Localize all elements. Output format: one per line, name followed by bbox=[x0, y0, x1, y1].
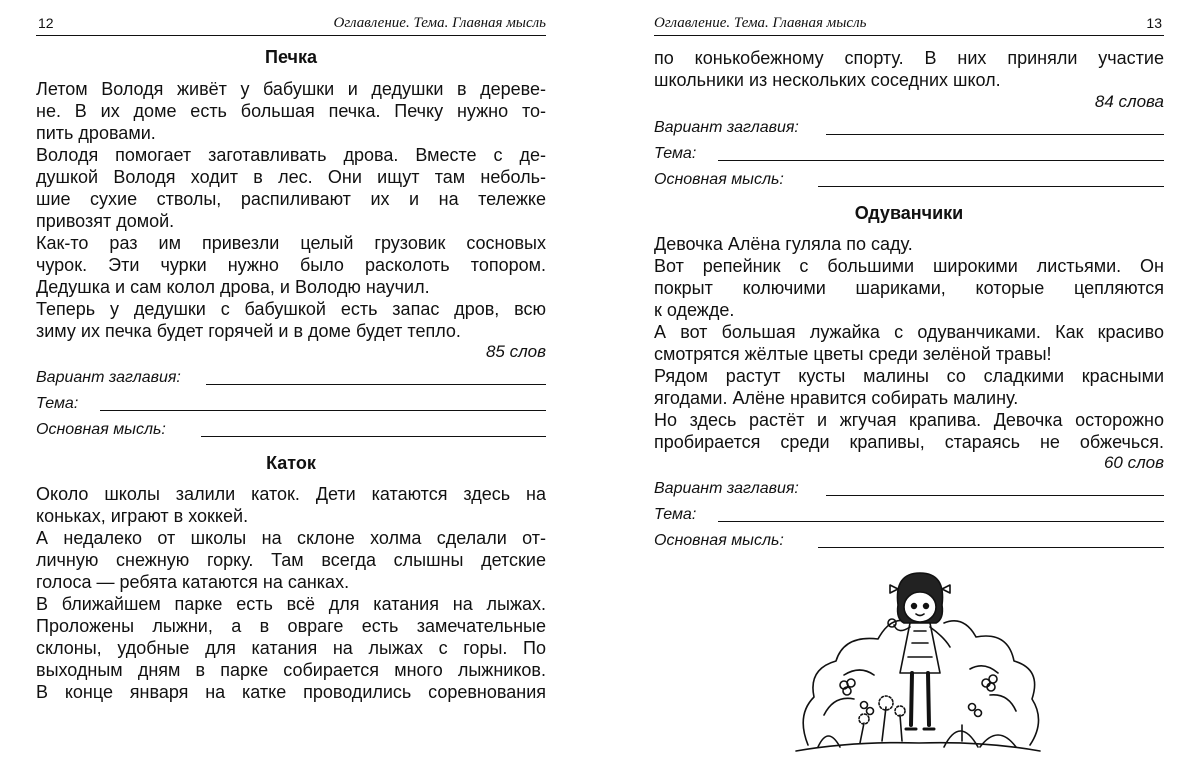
text-line: личную снежную горку. Там всегда слышны детские bbox=[36, 550, 546, 570]
text-line: склоны, удобные для катания на лыжах с горы. По bbox=[36, 638, 546, 658]
page-number: 12 bbox=[38, 15, 54, 31]
text-line: Проложены лыжни, а в овраге есть замечательные bbox=[36, 616, 546, 636]
text-line: душкой Володя ходит в лес. Они ищут там неболь- bbox=[36, 167, 546, 187]
title-variant-field[interactable] bbox=[654, 117, 1164, 139]
answer-line[interactable] bbox=[100, 410, 546, 411]
running-head-right bbox=[654, 13, 1164, 36]
running-title: Оглавление. Тема. Главная мысль bbox=[654, 15, 867, 31]
text-line: не. В их доме есть большая печка. Печку нужно то- bbox=[36, 101, 546, 121]
field-label: Тема: bbox=[654, 506, 697, 523]
field-label: Вариант заглавия: bbox=[654, 480, 799, 497]
main-idea-field[interactable] bbox=[654, 530, 1164, 552]
text-line: А недалеко от школы на склоне холма сделали от- bbox=[36, 528, 546, 548]
flower-cluster bbox=[840, 675, 997, 717]
field-label: Тема: bbox=[654, 145, 697, 162]
main-idea-field[interactable] bbox=[654, 169, 1164, 191]
text-line: шие сухие стволы, распиливают их и на тележке bbox=[36, 189, 546, 209]
theme-field[interactable] bbox=[654, 143, 1164, 165]
theme-field[interactable] bbox=[36, 393, 546, 415]
text-line: коньках, играют в хоккей. bbox=[36, 506, 249, 526]
text-line: привозят домой. bbox=[36, 211, 175, 231]
word-count: 60 слов bbox=[1103, 453, 1164, 472]
text-line: Рядом растут кусты малины со сладкими красными bbox=[654, 366, 1164, 386]
page-number: 13 bbox=[1146, 15, 1162, 31]
theme-field[interactable] bbox=[654, 504, 1164, 526]
running-title: Оглавление. Тема. Главная мысль bbox=[333, 15, 546, 31]
answer-line[interactable] bbox=[826, 134, 1164, 135]
text-line: пить дровами. bbox=[36, 123, 156, 143]
text-line: Около школы залили каток. Дети катаются здесь на bbox=[36, 484, 546, 504]
right-page bbox=[654, 0, 1164, 778]
text-line: Володя помогает заготавливать дрова. Вместе с де- bbox=[36, 145, 546, 165]
field-label: Вариант заглавия: bbox=[654, 119, 799, 136]
title-variant-field[interactable] bbox=[36, 367, 546, 389]
answer-line[interactable] bbox=[201, 436, 546, 437]
text-line: Девочка Алёна гуляла по саду. bbox=[654, 234, 913, 254]
text-line: А вот большая лужайка с одуванчиками. Как красиво bbox=[654, 322, 1164, 342]
ground-line bbox=[796, 743, 1040, 751]
text-line: Как-то раз им привезли целый грузовик сосновых bbox=[36, 233, 546, 253]
word-count: 84 слова bbox=[1094, 92, 1164, 111]
text-line: к одежде. bbox=[654, 300, 735, 320]
word-count: 85 слов bbox=[485, 342, 546, 361]
text-line: выходным дням в парке собирается много лыжников. bbox=[36, 660, 546, 680]
girl-figure bbox=[888, 573, 950, 729]
answer-line[interactable] bbox=[818, 186, 1164, 187]
text-line: В ближайшем парке есть всё для катания на лыжах. bbox=[36, 594, 546, 614]
title-variant-field[interactable] bbox=[654, 478, 1164, 500]
field-label: Основная мысль: bbox=[654, 171, 784, 188]
running-head-left bbox=[36, 13, 546, 36]
text-line: В конце января на катке проводились соревнования bbox=[36, 682, 546, 702]
field-label: Вариант заглавия: bbox=[36, 369, 181, 386]
text-line: школьники из нескольких соседних школ. bbox=[654, 70, 1001, 90]
answer-line[interactable] bbox=[718, 521, 1164, 522]
text-line: по конькобежному спорту. В них приняли участие bbox=[654, 48, 1164, 68]
text-line: голоса — ребята катаются на санках. bbox=[36, 572, 350, 592]
story-title-katok: Каток bbox=[266, 453, 316, 473]
girl-among-flowers-illustration bbox=[794, 565, 1044, 755]
text-line: Вот репейник с большими широкими листьями. Он bbox=[654, 256, 1164, 276]
text-line: ягодами. Алёне нравится собирать малину. bbox=[654, 388, 1019, 408]
story-title-pechka: Печка bbox=[265, 47, 317, 67]
text-line: Но здесь растёт и жгучая крапива. Девочка осторожно bbox=[654, 410, 1164, 430]
text-line: пробирается среди крапивы, стараясь не обжечься. bbox=[654, 432, 1164, 452]
left-page bbox=[36, 0, 546, 778]
text-line: чурок. Эти чурки нужно было расколоть топором. bbox=[36, 255, 546, 275]
text-line: Теперь у дедушки с бабушкой есть запас дров, всю bbox=[36, 299, 546, 319]
answer-line[interactable] bbox=[818, 547, 1164, 548]
text-line: покрыт колючими шариками, которые цепляются bbox=[654, 278, 1164, 298]
text-line: Летом Володя живёт у бабушки и дедушки в дереве- bbox=[36, 79, 546, 99]
answer-line[interactable] bbox=[826, 495, 1164, 496]
text-line: Дедушка и сам колол дрова, и Володю научил. bbox=[36, 277, 430, 297]
field-label: Основная мысль: bbox=[36, 421, 166, 438]
story-title-oduvanchiki: Одуванчики bbox=[854, 203, 964, 223]
text-line: зиму их печка будет горячей и в доме будет тепло. bbox=[36, 321, 461, 341]
field-label: Основная мысль: bbox=[654, 532, 784, 549]
text-line: смотрятся жёлтые цветы среди зелёной травы! bbox=[654, 344, 1052, 364]
main-idea-field[interactable] bbox=[36, 419, 546, 441]
answer-line[interactable] bbox=[206, 384, 546, 385]
field-label: Тема: bbox=[36, 395, 79, 412]
answer-line[interactable] bbox=[718, 160, 1164, 161]
